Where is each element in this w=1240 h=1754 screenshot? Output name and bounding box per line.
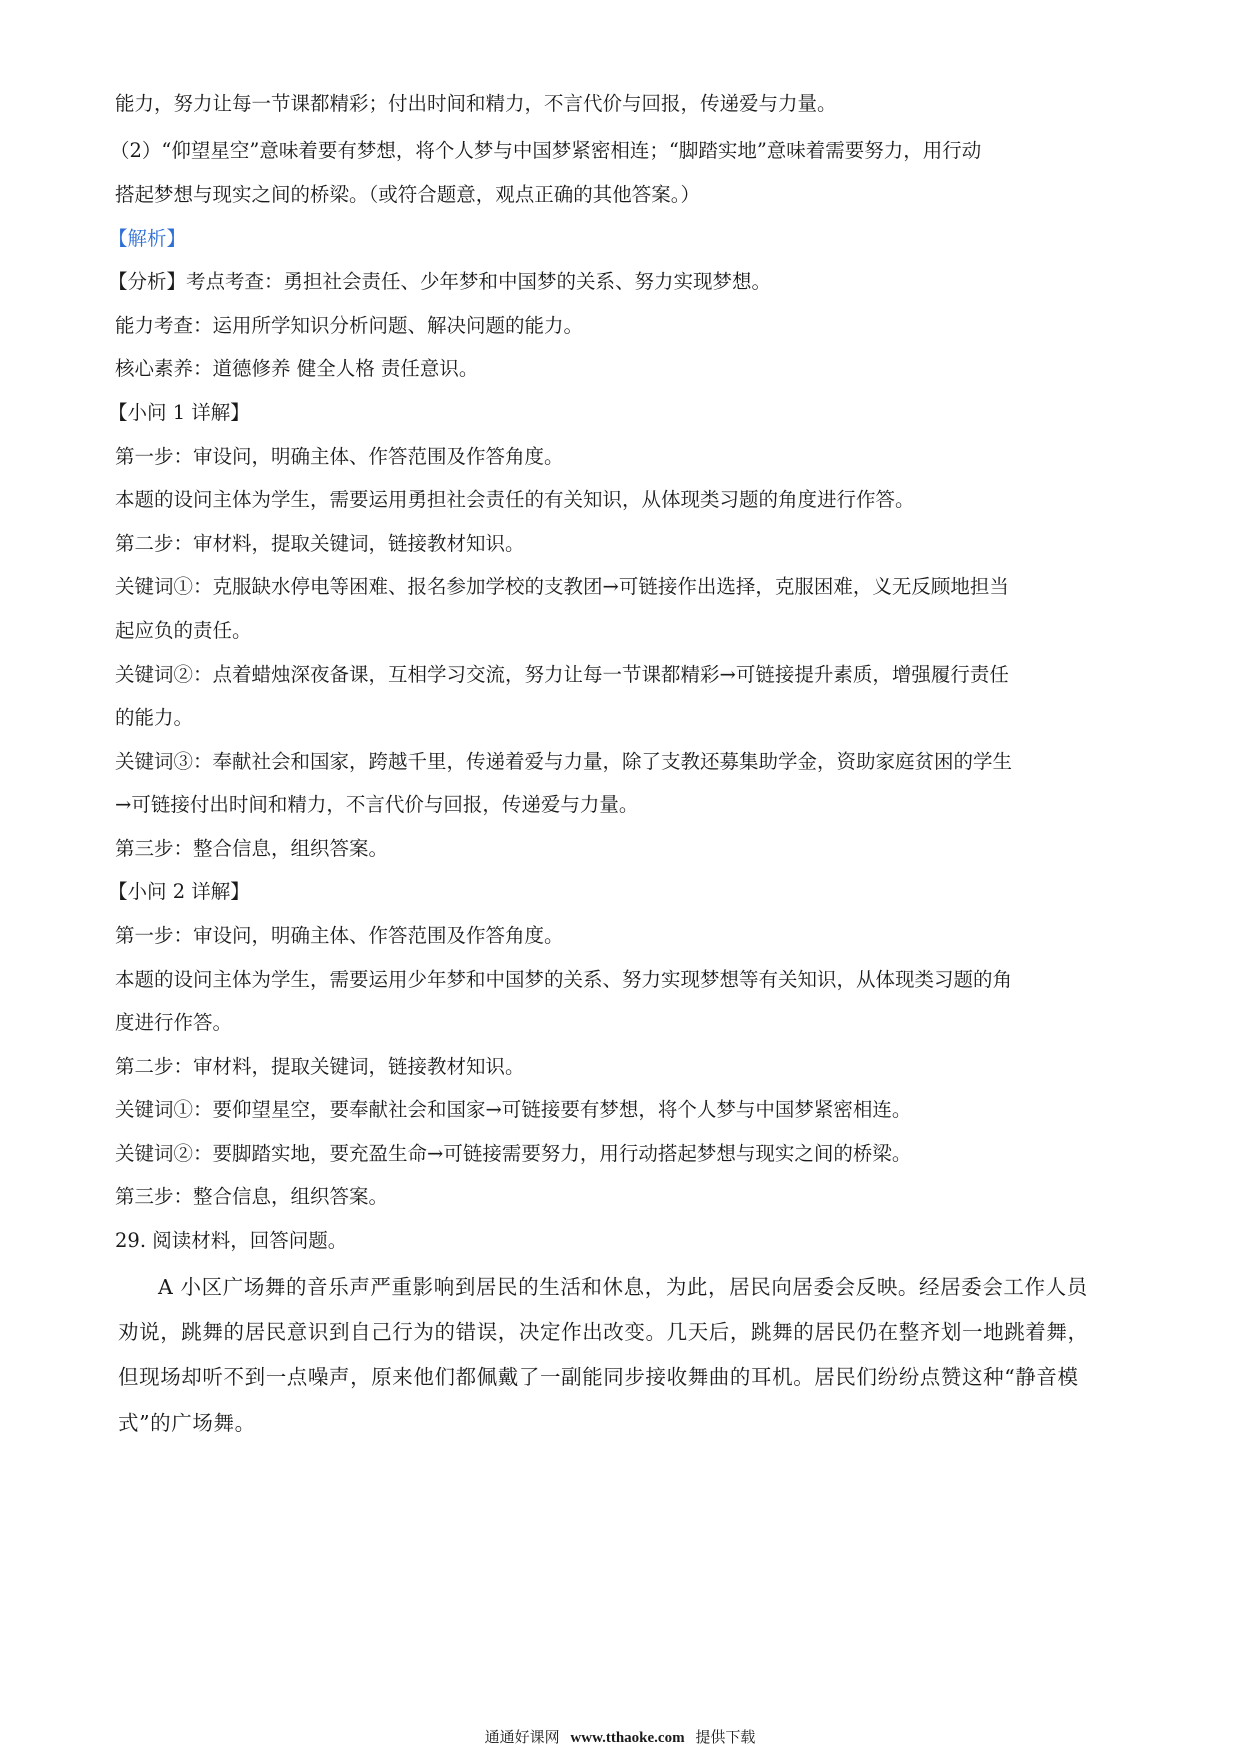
q1-keyword-3-continued: →可链接付出时间和精力，不言代价与回报，传递爱与力量。: [115, 793, 639, 816]
q1-step-3: 第三步：整合信息，组织答案。: [115, 837, 389, 860]
q2-step-3: 第三步：整合信息，组织答案。: [115, 1185, 389, 1208]
q1-keyword-2: 关键词②：点着蜡烛深夜备课，互相学习交流，努力让每一节课都精彩→可链接提升素质，增强履行责任: [115, 663, 1009, 686]
subquestion-1-heading: 【小问 1 详解】: [108, 401, 250, 424]
q1-step-1-detail: 本题的设问主体为学生，需要运用勇担社会责任的有关知识，从体现类习题的角度进行作答。: [115, 488, 915, 511]
core-literacy: 核心素养：道德修养 健全人格 责任意识。: [115, 357, 479, 380]
footer-download-text: 提供下载: [695, 1728, 756, 1746]
analysis-heading: 【解析】: [108, 227, 187, 250]
q1-step-1: 第一步：审设问，明确主体、作答范围及作答角度。: [115, 445, 564, 468]
subquestion-2-heading: 【小问 2 详解】: [108, 880, 250, 903]
q1-step-2: 第二步：审材料，提取关键词，链接教材知识。: [115, 532, 525, 555]
material-line-4: 式”的广场舞。: [118, 1411, 256, 1435]
q2-step-1-detail-continued: 度进行作答。: [115, 1011, 233, 1034]
q1-keyword-3: 关键词③：奉献社会和国家，跨越千里，传递着爱与力量，除了支教还募集助学金，资助家庭贫困的学生: [115, 750, 1013, 773]
ability-check: 能力考查：运用所学知识分析问题、解决问题的能力。: [115, 314, 584, 337]
q2-step-2: 第二步：审材料，提取关键词，链接教材知识。: [115, 1055, 525, 1078]
q2-keyword-1: 关键词①：要仰望星空，要奉献社会和国家→可链接要有梦想，将个人梦与中国梦紧密相连。: [115, 1098, 912, 1121]
material-line-1: A 小区广场舞的音乐声严重影响到居民的生活和休息，为此，居民向居委会反映。经居委会工作人员: [158, 1275, 1088, 1299]
material-line-2: 劝说，跳舞的居民意识到自己行为的错误，决定作出改变。几天后，跳舞的居民仍在整齐划一地跳着舞，: [118, 1320, 1089, 1344]
q2-step-1: 第一步：审设问，明确主体、作答范围及作答角度。: [115, 924, 564, 947]
question-29-prompt: 29. 阅读材料，回答问题。: [115, 1229, 348, 1252]
q1-keyword-1: 关键词①：克服缺水停电等困难、报名参加学校的支教团→可链接作出选择，克服困难，义无反顾地担当: [115, 575, 1009, 598]
answer-line-2-part: （2）“仰望星空”意味着要有梦想，将个人梦与中国梦紧密相连；“脚踏实地”意味着需要努力，用行动: [110, 139, 982, 162]
q2-keyword-2: 关键词②：要脚踏实地，要充盈生命→可链接需要努力，用行动搭起梦想与现实之间的桥梁。: [115, 1142, 912, 1165]
page-footer: [0, 1727, 1240, 1748]
footer-site-name: 通通好课网: [484, 1728, 560, 1746]
answer-line-1-continued: 能力，努力让每一节课都精彩；付出时间和精力，不言代价与回报，传递爱与力量。: [115, 92, 837, 115]
q1-keyword-2-continued: 的能力。: [115, 706, 194, 729]
material-line-3: 但现场却听不到一点噪声，原来他们都佩戴了一副能同步接收舞曲的耳机。居民们纷纷点赞这种“静音模: [118, 1365, 1079, 1389]
analysis-focus: 【分析】考点考查：勇担社会责任、少年梦和中国梦的关系、努力实现梦想。: [108, 270, 772, 293]
answer-line-2-continued: 搭起梦想与现实之间的桥梁。（或符合题意，观点正确的其他答案。）: [115, 183, 701, 206]
q2-step-1-detail: 本题的设问主体为学生，需要运用少年梦和中国梦的关系、努力实现梦想等有关知识，从体现类习题的角: [115, 968, 1013, 991]
footer-url[interactable]: www.tthaoke.com: [570, 1730, 685, 1746]
q1-keyword-1-continued: 起应负的责任。: [115, 619, 252, 642]
